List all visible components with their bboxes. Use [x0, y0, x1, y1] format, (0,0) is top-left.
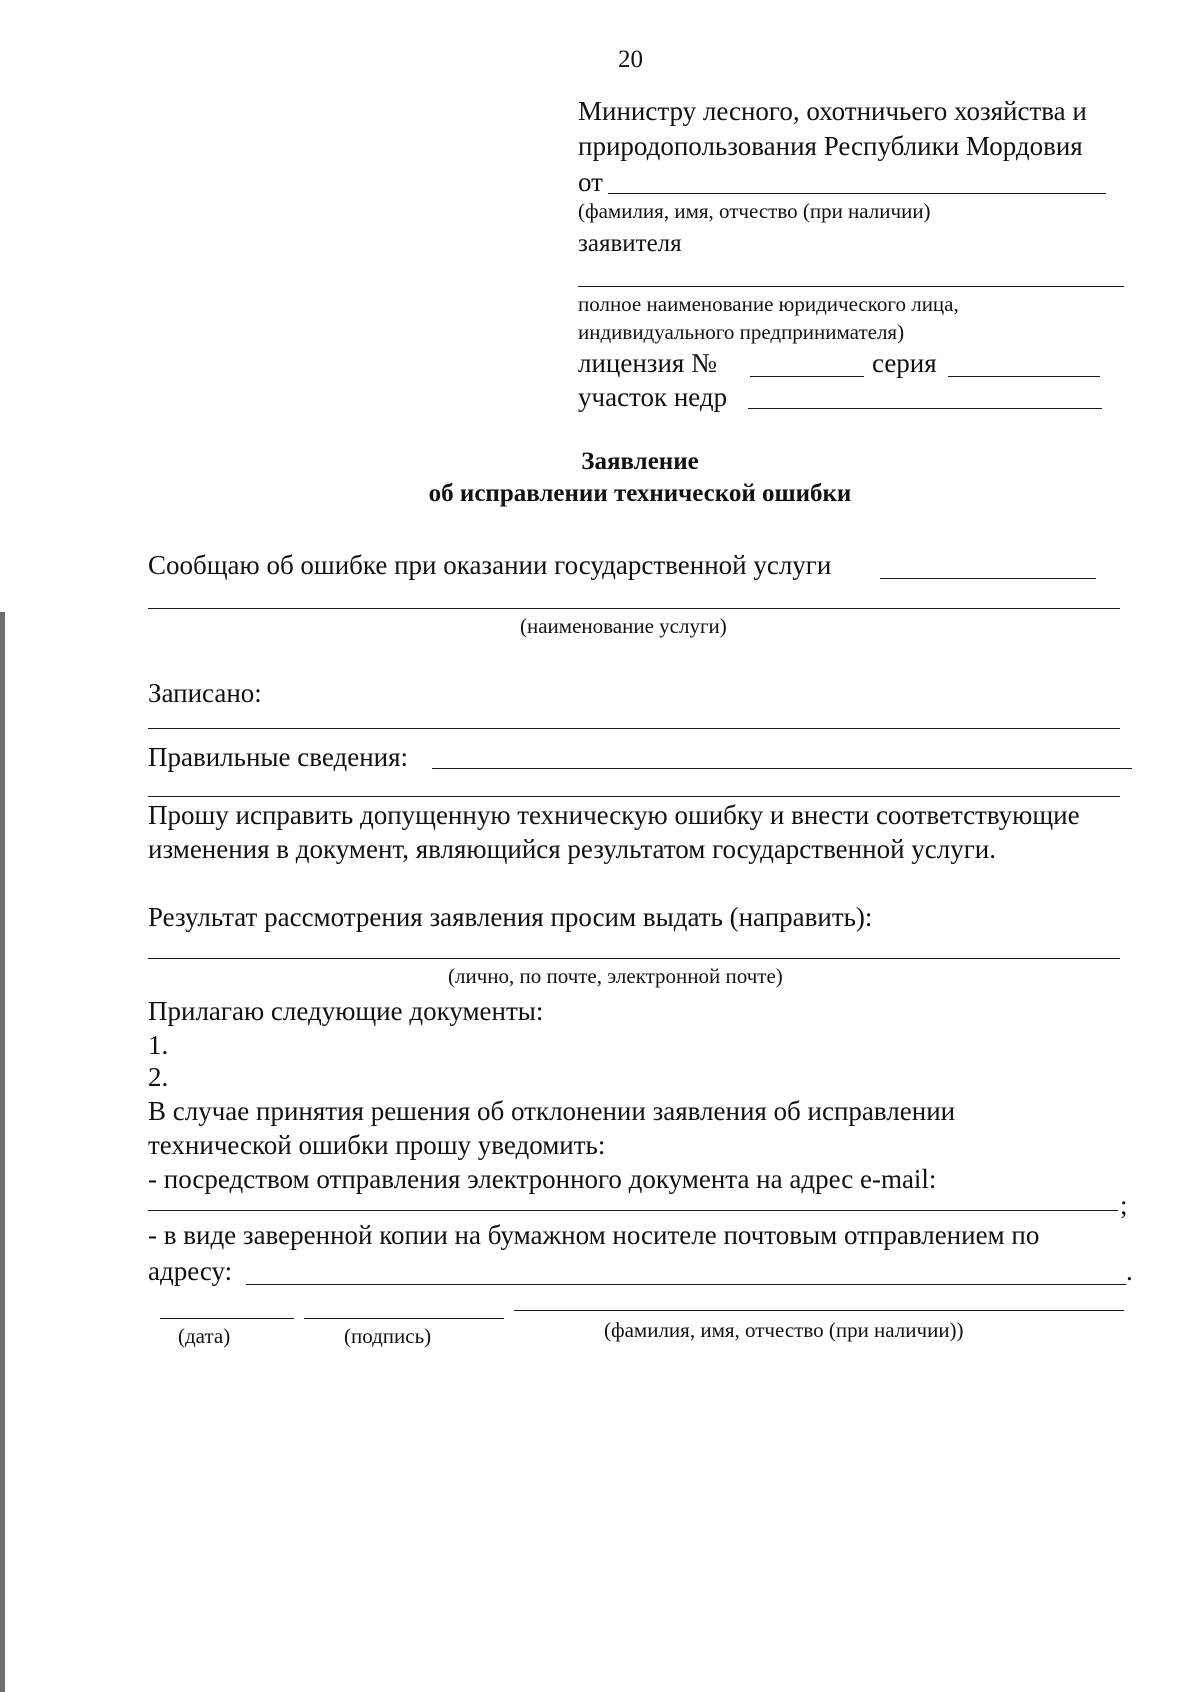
- date-hint: (дата): [178, 1324, 231, 1348]
- address-label: адресу:: [148, 1256, 233, 1286]
- page-number: 20: [618, 46, 643, 73]
- document-title: Заявление: [581, 448, 699, 475]
- applicant-label: заявителя: [578, 230, 682, 257]
- request-line-1: Прошу исправить допущенную техническую ошибку и внести соответствующие: [148, 800, 1080, 830]
- service-fill-line-1[interactable]: [880, 578, 1096, 579]
- org-hint-1: полное наименование юридического лица,: [578, 292, 959, 316]
- post-option: - в виде заверенной копии на бумажном носителе почтовым отправлением по: [148, 1220, 1040, 1250]
- addressee-line-1: Министру лесного, охотничьего хозяйства и: [578, 96, 1087, 126]
- series-fill-line[interactable]: [948, 376, 1100, 377]
- delivery-hint: (лично, по почте, электронной почте): [448, 964, 783, 988]
- addressee-line-2: природопользования Республики Мордовия: [578, 131, 1083, 161]
- service-hint: (наименование услуги): [520, 614, 727, 638]
- written-fill-line[interactable]: [148, 728, 1120, 729]
- email-semicolon: ;: [1120, 1190, 1128, 1220]
- service-fill-line-2[interactable]: [148, 608, 1120, 609]
- fio-fill-line[interactable]: [514, 1310, 1124, 1311]
- written-label: Записано:: [148, 678, 262, 708]
- signer-fio-hint: (фамилия, имя, отчество (при наличии)): [604, 1318, 964, 1342]
- plot-label: участок недр: [578, 382, 728, 412]
- fio-hint: (фамилия, имя, отчество (при наличии): [578, 199, 931, 223]
- attachment-item-1: 1.: [148, 1030, 169, 1060]
- correct-label: Правильные сведения:: [148, 742, 409, 772]
- signature-hint: (подпись): [344, 1324, 432, 1348]
- email-fill-line[interactable]: [148, 1210, 1118, 1211]
- signature-fill-line[interactable]: [304, 1318, 504, 1319]
- plot-fill-line[interactable]: [748, 408, 1102, 409]
- date-fill-line[interactable]: [160, 1318, 294, 1319]
- reject-line-2: технической ошибки прошу уведомить:: [148, 1130, 606, 1160]
- reject-line-1: В случае принятия решения об отклонении заявления об исправлении: [148, 1096, 956, 1126]
- scan-edge-shadow: [0, 612, 5, 1692]
- document-subtitle: об исправлении технической ошибки: [428, 480, 852, 507]
- series-label: серия: [872, 348, 937, 378]
- attachment-item-2: 2.: [148, 1062, 169, 1092]
- org-hint-2: индивидуального предпринимателя): [578, 320, 905, 344]
- request-line-2: изменения в документ, являющийся результатом государственной услуги.: [148, 834, 996, 864]
- org-fill-line[interactable]: [578, 286, 1124, 287]
- delivery-fill-line[interactable]: [148, 958, 1120, 959]
- result-label: Результат рассмотрения заявления просим выдать (направить):: [148, 902, 873, 932]
- from-label: от: [578, 167, 603, 197]
- license-label: лицензия №: [578, 348, 717, 378]
- attach-label: Прилагаю следующие документы:: [148, 996, 544, 1026]
- license-fill-line[interactable]: [750, 376, 864, 377]
- address-fill-line[interactable]: [246, 1284, 1126, 1285]
- email-option: - посредством отправления электронного документа на адрес e-mail:: [148, 1164, 937, 1194]
- correct-fill-line-2[interactable]: [148, 796, 1120, 797]
- from-fill-line[interactable]: [608, 193, 1106, 194]
- report-error-text: Сообщаю об ошибке при оказании государственной услуги: [148, 550, 832, 580]
- address-period: .: [1126, 1256, 1133, 1286]
- correct-fill-line-1[interactable]: [432, 768, 1132, 769]
